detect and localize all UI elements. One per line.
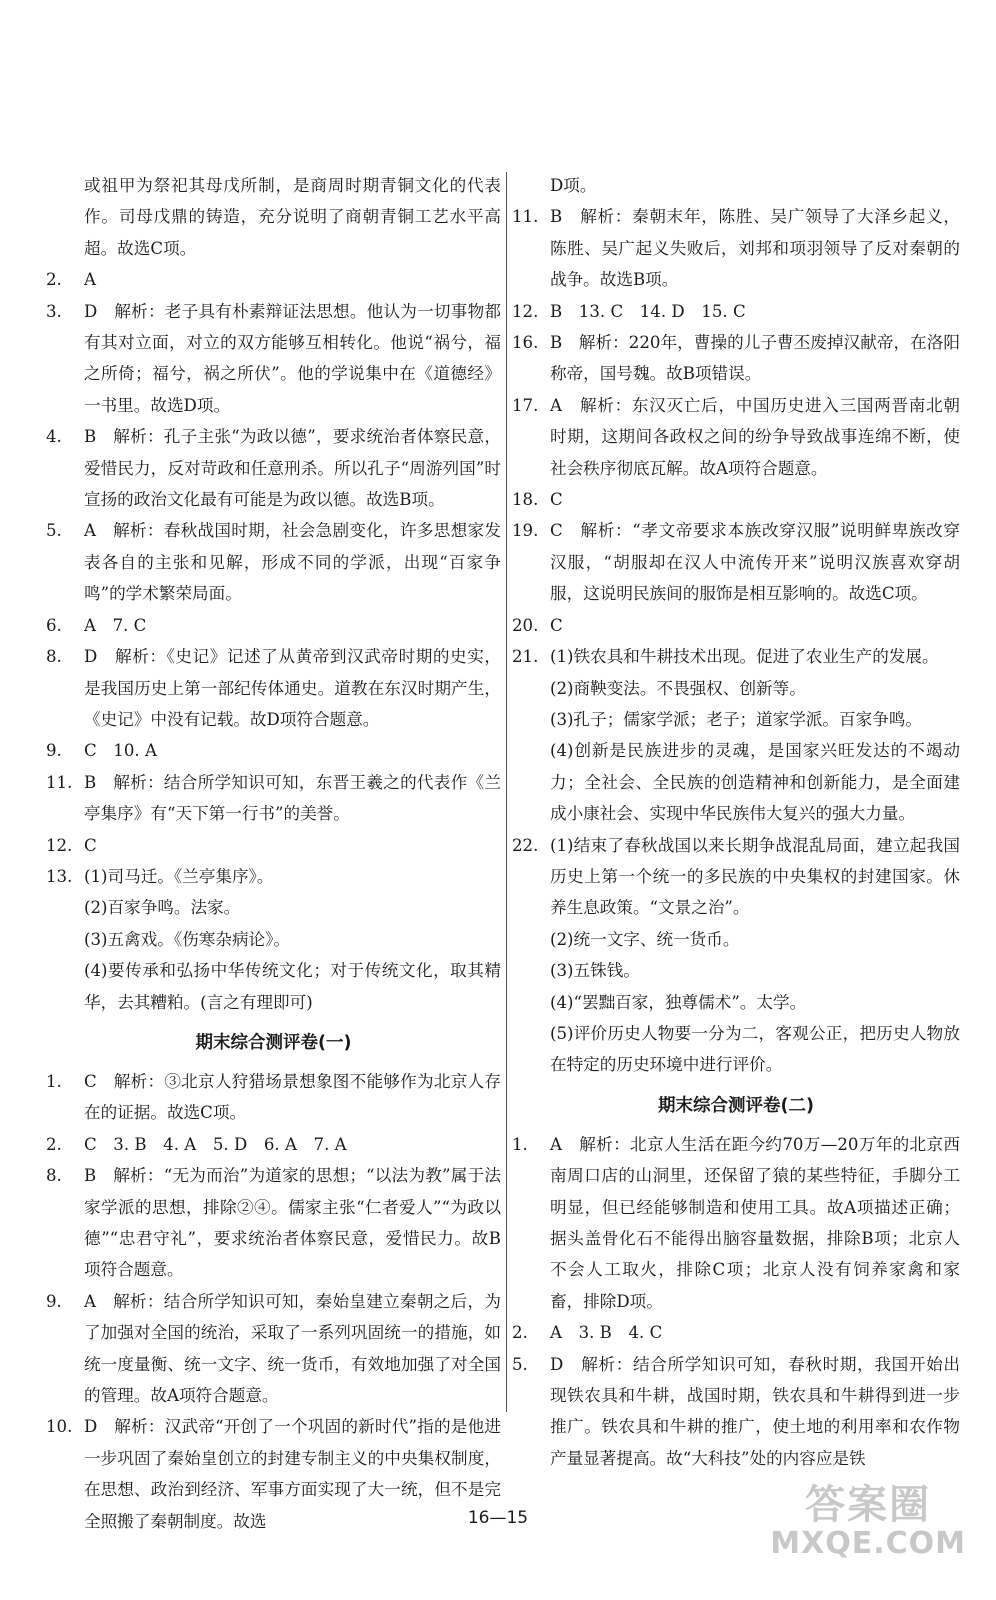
question-number: 10. [46, 1417, 73, 1437]
question-number: 6. [46, 615, 62, 635]
question-number: 1. [46, 1071, 62, 1091]
answer-item [46, 264, 501, 295]
answer-item [46, 767, 501, 830]
question-number: 11. [46, 772, 73, 792]
answer-item [512, 641, 960, 672]
answer-text: A 解析：春秋战国时期，社会急剧变化，许多思想家发表各自的主张和见解，形成不同的学派，出现“百家争鸣”的学术繁荣局面。 [84, 521, 501, 604]
answer-item [512, 201, 960, 295]
answer-item [46, 1160, 501, 1286]
question-number: 1. [512, 1134, 528, 1154]
question-number: 18. [512, 490, 539, 510]
page-number: 16—15 [467, 1508, 529, 1528]
answer-item [512, 515, 960, 609]
question-number: 9. [46, 1291, 62, 1311]
column-divider [506, 172, 507, 1412]
watermark-url: MXQE.COM [770, 1526, 966, 1561]
sub-answer: (3)五禽戏。《伤寒杂病论》。 [84, 929, 291, 949]
answer-item [512, 1349, 960, 1475]
answer-text: C 解析：③北京人狩猎场景想象图不能够作为北京人存在的证据。故选C项。 [84, 1071, 501, 1123]
site-watermark [770, 1483, 966, 1560]
answer-item [512, 1129, 960, 1317]
answer-text: (1)铁农具和牛耕技术出现。促进了农业生产的发展。 [550, 647, 939, 667]
question-number: 2. [46, 270, 62, 290]
answer-text: C 3. B 4. A 5. D 6. A 7. A [84, 1134, 347, 1154]
answer-text: D 解析：《史记》记述了从黄帝到汉武帝时期的史实，是我国历史上第一部纪传体通史。道教在东汉时期产生，《史记》中没有记载。故D项符合题意。 [84, 647, 501, 729]
answer-text: A 解析：北京人生活在距今约70万—20万年的北京西南周口店的山洞里，还保留了猿的某些特征，手脚分工明显，但已经能够制造和使用工具。故A项描述正确；据头盖骨化石不能得出脑容量数据，排除B项；北京人不会人工取火，排除C项；北京人没有饲养家禽和家畜，排除D项。 [550, 1134, 960, 1311]
question-number: 13. [46, 866, 73, 886]
answer-text: B 解析：220年，曹操的儿子曹丕废掉汉献帝，在洛阳称帝，国号魏。故B项错误。 [550, 333, 960, 384]
question-number: 8. [46, 1166, 62, 1186]
answer-text: (1)结束了春秋战国以来长期争战混乱局面，建立起我国历史上第一个统一的多民族的中央集权的封建国家。休养生息政策。“文景之治”。 [550, 835, 960, 918]
answer-item [512, 1317, 960, 1348]
answer-text: B 解析：孔子主张“为政以德”，要求统治者体察民意，爱惜民力，反对苛政和任意刑杀。所以孔子“周游列国”时宣扬的政治文化最有可能是为政以德。故选B项。 [84, 427, 501, 510]
answer-text: C [550, 490, 563, 510]
question-number: 22. [512, 835, 539, 855]
answer-text: B 13. C 14. D 15. C [550, 301, 746, 321]
sub-answer: (5)评价历史人物要一分为二，客观公正，把历史人物放在特定的历史环境中进行评价。 [550, 1023, 960, 1075]
question-number: 21. [512, 647, 539, 667]
sub-answer: (4)创新是民族进步的灵魂，是国家兴旺发达的不竭动力；全社会、全民族的创造精神和创新能力，是全面建成小康社会、实现中华民族伟大复兴的强大力量。 [550, 741, 960, 824]
answer-text: C 10. A [84, 741, 157, 761]
sub-answer: (3)孔子；儒家学派；老子；道家学派。百家争鸣。 [550, 709, 922, 729]
sub-answer: (4)要传承和弘扬中华传统文化；对于传统文化，取其精华，去其糟粕。(言之有理即可) [84, 961, 501, 1012]
answer-text: A 3. B 4. C [550, 1323, 663, 1343]
answer-item [46, 1066, 501, 1129]
answer-item [46, 610, 501, 641]
answer-text: A 解析：东汉灭亡后，中国历史进入三国两晋南北朝时期，这期间各政权之间的纷争导致战事连绵不断，使社会秩序彻底瓦解。故A项符合题意。 [550, 395, 960, 478]
right-column [512, 170, 960, 1474]
answer-item [46, 515, 501, 609]
answer-text: C [84, 835, 97, 855]
sub-answer: (2)商鞅变法。不畏强权、创新等。 [550, 678, 806, 698]
question-number: 2. [46, 1134, 62, 1154]
question-number: 5. [512, 1354, 528, 1374]
answer-item [512, 296, 960, 327]
answer-item [46, 735, 501, 766]
answer-text: B 解析：“无为而治”为道家的思想；“以法为教”属于法家学派的思想，排除②④。儒家主张“仁者爱人”“为政以德”“忠君守礼”，要求统治者体察民意，爱惜民力。故B项符合题意。 [84, 1166, 501, 1280]
answer-item [46, 641, 501, 735]
answer-text: C 解析：“孝文帝要求本族改穿汉服”说明鲜卑族改穿汉服，“胡服却在汉人中流传开来”说明汉族喜欢穿胡服，这说明民族间的服饰是相互影响的。故选C项。 [550, 521, 960, 604]
answer-item [512, 830, 960, 924]
answer-item [512, 610, 960, 641]
answer-text: D 解析：汉武帝“开创了一个巩固的新时代”指的是他进一步巩固了秦始皇创立的封建专制主义的中央集权制度，在思想、政治到经济、军事方面实现了大一统，但不是完全照搬了秦朝制度。故选 [84, 1417, 501, 1531]
sub-answer: (2)统一文字、统一货币。 [550, 929, 740, 949]
answer-text: C [550, 615, 563, 635]
answer-text: A 7. C [84, 615, 147, 635]
question-number: 4. [46, 427, 62, 447]
question-number: 8. [46, 647, 62, 667]
watermark-logo: 答案圈 [805, 1482, 932, 1528]
answer-text: B 解析：结合所学知识可知，东晋王羲之的代表作《兰亭集序》有“天下第一行书”的美誉。 [84, 772, 501, 824]
answer-text: (1)司马迁。《兰亭集序》。 [84, 866, 274, 886]
question-number: 19. [512, 521, 539, 541]
section-title: 期末综合测评卷(二) [658, 1095, 814, 1116]
answer-item [46, 830, 501, 861]
answer-text: A 解析：结合所学知识可知，秦始皇建立秦朝之后，为了加强对全国的统治，采取了一系列巩固统一的措施，如统一度量衡、统一文字、统一货币，有效地加强了对全国的管理。故A项符合题意。 [84, 1291, 501, 1406]
sub-answer: (4)“罢黜百家，独尊儒术”。太学。 [550, 992, 807, 1012]
section-title: 期末综合测评卷(一) [195, 1032, 352, 1053]
sub-answer: (3)五铢钱。 [550, 961, 640, 981]
answer-text: D 解析：老子具有朴素辩证法思想。他认为一切事物都有其对立面，对立的双方能够互相转化。他说“祸兮，福之所倚；福兮，祸之所伏”。他的学说集中在《道德经》一书里。故选D项。 [84, 301, 501, 415]
answer-item [46, 1129, 501, 1160]
question-number: 20. [512, 615, 539, 635]
question-number: 3. [46, 301, 62, 321]
question-number: 17. [512, 395, 539, 415]
question-number: 5. [46, 521, 62, 541]
continued-text: 或祖甲为祭祀其母戊所制，是商周时期青铜文化的代表作。司母戊鼎的铸造，充分说明了商朝青铜工艺水平高超。故选C项。 [84, 176, 501, 258]
answer-text: A [84, 270, 96, 290]
continued-text: D项。 [550, 176, 597, 195]
answer-text: D 解析：结合所学知识可知，春秋时期，我国开始出现铁农具和牛耕，战国时期，铁农具和牛耕得到进一步推广。铁农具和牛耕的推广，使土地的利用率和农作物产量显著提高。故“大科技”处的内容应是铁 [550, 1354, 960, 1468]
question-number: 2. [512, 1323, 528, 1343]
sub-answer: (2)百家争鸣。法家。 [84, 898, 241, 918]
question-number: 9. [46, 741, 62, 761]
answer-item [46, 1286, 501, 1412]
answer-item [46, 421, 501, 515]
answer-item [512, 484, 960, 515]
answer-item [512, 327, 960, 390]
question-number: 16. [512, 333, 539, 353]
question-number: 12. [512, 301, 539, 321]
answer-item [46, 296, 501, 422]
left-column [46, 170, 501, 1537]
answer-item [46, 861, 501, 892]
answer-item [512, 390, 960, 484]
answer-text: B 解析：秦朝末年，陈胜、吴广领导了大泽乡起义，陈胜、吴广起义失败后，刘邦和项羽领导了反对秦朝的战争。故选B项。 [550, 207, 960, 290]
question-number: 11. [512, 207, 539, 227]
question-number: 12. [46, 835, 73, 855]
